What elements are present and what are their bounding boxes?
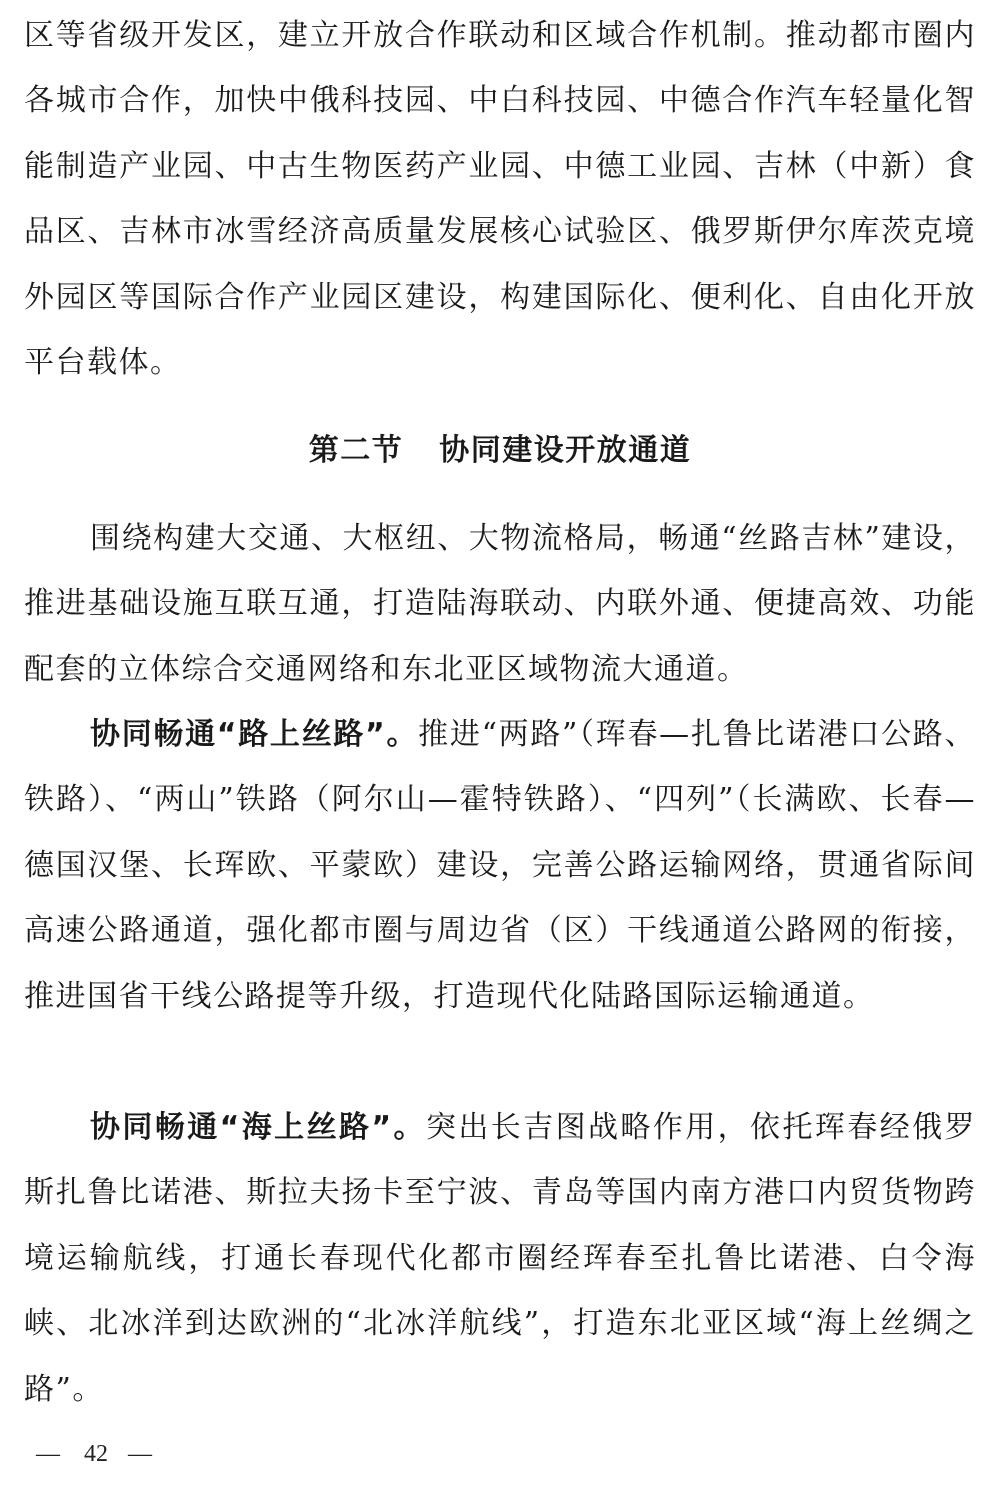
- paragraph-body-land-silk-road: 推进“两路”（珲春—扎鲁比诺港口公路、铁路）、“两山”铁路（阿尔山—霍特铁路）、“四列”（长满欧、长春—德国汉堡、长珲欧、平蒙欧）建设，完善公路运输网络，贯通省际间高速公路通道，强化都市圈与周边省（区）干线通道公路网的衔接，推进国省干线公路提等升级，打造现代化陆路国际运输通道。: [24, 717, 976, 1014]
- section-number: 第二节: [308, 433, 404, 468]
- paragraph-lead-land-silk-road: 协同畅通“路上丝路”。: [90, 717, 419, 752]
- section-heading: [0, 418, 1000, 483]
- page-footer: [36, 1438, 156, 1470]
- paragraph-body-maritime-silk-road: 突出长吉图战略作用，依托珲春经俄罗斯扎鲁比诺港、斯拉夫扬卡至宁波、青岛等国内南方港口内贸货物跨境运输航线，打通长春现代化都市圈经珲春至扎鲁比诺港、白令海峡、北冰洋到达欧洲的“北冰洋航线”，打造东北亚区域“海上丝绸之路”。: [24, 1110, 977, 1407]
- footer-dash-left: —: [36, 1441, 60, 1467]
- paragraph-land-silk-road: [24, 702, 976, 1029]
- paragraph-development-zones: 区等省级开发区，建立开放合作联动和区域合作机制。推动都市圈内各城市合作，加快中俄科技园、中白科技园、中德合作汽车轻量化智能制造产业园、中古生物医药产业园、中德工业园、吉林（中新）食品区、吉林市冰雪经济高质量发展核心试验区、俄罗斯伊尔库茨克境外园区等国际合作产业园区建设，构建国际化、便利化、自由化开放平台载体。: [24, 18, 976, 381]
- paragraph-maritime-silk-road: [24, 1095, 976, 1422]
- footer-dash-right: —: [128, 1441, 152, 1467]
- page-number: 42: [84, 1441, 108, 1467]
- paragraph-open-channels-intro: 围绕构建大交通、大枢纽、大物流格局，畅通“丝路吉林”建设，推进基础设施互联互通，打造陆海联动、内联外通、便捷高效、功能配套的立体综合交通网络和东北亚区域物流大通道。: [24, 521, 976, 687]
- section-title: 协同建设开放通道: [439, 433, 692, 468]
- paragraph-lead-maritime-silk-road: 协同畅通“海上丝路”。: [90, 1110, 426, 1145]
